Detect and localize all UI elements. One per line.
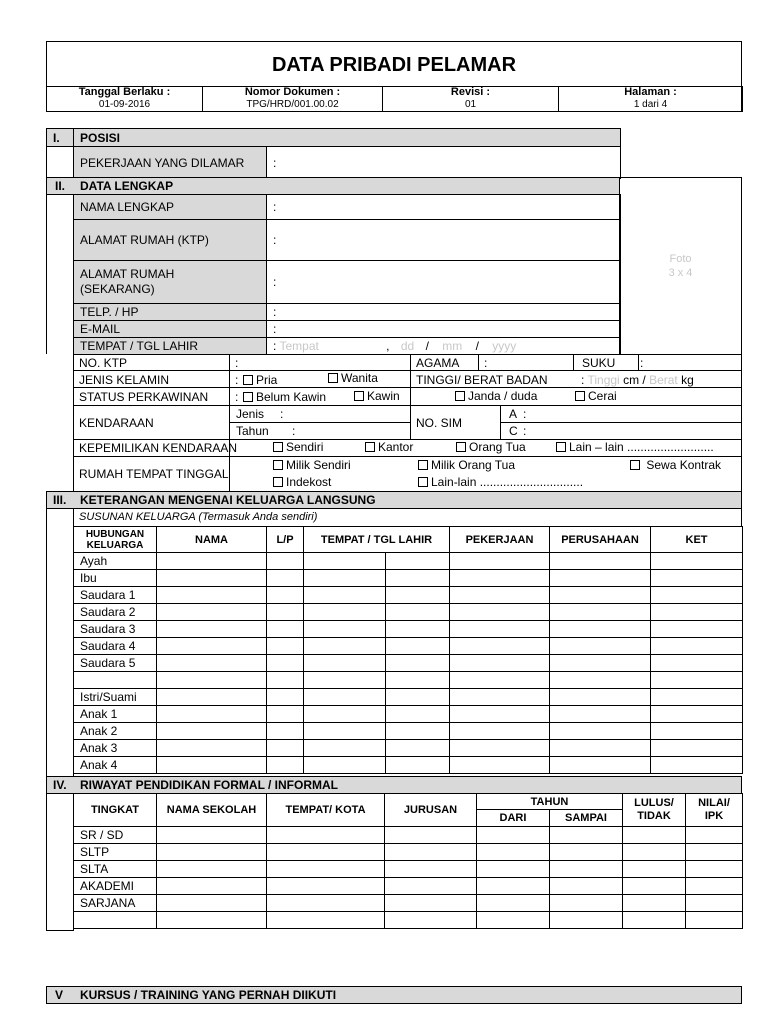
- field-value-tinggi-berat[interactable]: : Tinggi cm / Berat kg: [581, 373, 694, 387]
- checkbox-milik-sendiri[interactable]: Milik Sendiri: [273, 458, 351, 472]
- field-label-telp: TELP. / HP: [74, 304, 267, 321]
- education-cell[interactable]: [267, 912, 385, 929]
- meta-value-revisi: 01: [383, 99, 559, 112]
- family-row-label: Saudara 2: [74, 604, 157, 621]
- family-cell[interactable]: [304, 740, 386, 757]
- checkbox-lain-lain[interactable]: Lain – lain ..........................: [556, 440, 714, 454]
- education-cell[interactable]: [385, 912, 477, 929]
- family-cell[interactable]: [157, 757, 267, 774]
- family-cell[interactable]: [267, 706, 304, 723]
- family-cell[interactable]: [304, 570, 386, 587]
- family-cell[interactable]: [450, 638, 550, 655]
- document-meta-table: [46, 86, 743, 112]
- family-cell[interactable]: [386, 553, 450, 570]
- family-cell[interactable]: [450, 689, 550, 706]
- family-row-label: Anak 3: [74, 740, 157, 757]
- family-cell[interactable]: [157, 655, 267, 672]
- family-row-label: [74, 672, 157, 689]
- education-cell[interactable]: [157, 844, 267, 861]
- education-row-label: SARJANA: [74, 895, 157, 912]
- education-cell[interactable]: [623, 844, 686, 861]
- education-cell[interactable]: [550, 895, 623, 912]
- family-cell[interactable]: [450, 740, 550, 757]
- family-cell[interactable]: [450, 706, 550, 723]
- family-cell[interactable]: [550, 553, 651, 570]
- field-label-kendaraan: KENDARAAN: [79, 416, 154, 430]
- family-cell[interactable]: [550, 621, 651, 638]
- education-row-label: SR / SD: [74, 827, 157, 844]
- family-cell[interactable]: [157, 621, 267, 638]
- family-row-label: Saudara 3: [74, 621, 157, 638]
- family-cell[interactable]: [386, 723, 450, 740]
- family-cell[interactable]: [304, 638, 386, 655]
- family-cell[interactable]: [450, 604, 550, 621]
- education-cell[interactable]: [267, 878, 385, 895]
- family-cell[interactable]: [651, 689, 743, 706]
- checkbox-wanita[interactable]: Wanita: [328, 371, 378, 385]
- section-number: V: [55, 988, 64, 1002]
- family-cell[interactable]: [386, 740, 450, 757]
- family-cell[interactable]: [386, 638, 450, 655]
- edu-header-kota: TEMPAT/ KOTA: [267, 794, 385, 827]
- education-cell[interactable]: [623, 895, 686, 912]
- family-cell[interactable]: [651, 587, 743, 604]
- section-number: I.: [47, 129, 74, 147]
- family-row: [74, 723, 743, 740]
- field-label-kepemilikan: KEPEMILIKAN KENDARAAN: [79, 441, 238, 455]
- section-header-kursus: [46, 986, 742, 1004]
- family-cell[interactable]: [267, 740, 304, 757]
- family-row: [74, 706, 743, 723]
- family-row-label: Anak 1: [74, 706, 157, 723]
- field-value-ttl[interactable]: : Tempat , dd / mm / yyyy: [267, 338, 621, 355]
- family-row: [74, 740, 743, 757]
- section-header-pendidikan: [46, 776, 742, 794]
- family-cell[interactable]: [157, 740, 267, 757]
- field-label-status: STATUS PERKAWINAN: [79, 390, 209, 404]
- field-label-tahun: Tahun: [236, 424, 269, 438]
- family-cell[interactable]: [267, 757, 304, 774]
- section-title: RIWAYAT PENDIDIKAN FORMAL / INFORMAL: [80, 778, 339, 792]
- field-value-sim-a[interactable]: :: [523, 407, 527, 421]
- education-cell[interactable]: [550, 878, 623, 895]
- family-cell[interactable]: [651, 604, 743, 621]
- family-cell[interactable]: [157, 638, 267, 655]
- education-cell[interactable]: [623, 827, 686, 844]
- checkbox-lain2[interactable]: Lain-lain ...............................: [418, 475, 583, 489]
- family-row-label: Anak 2: [74, 723, 157, 740]
- section-title: KETERANGAN MENGENAI KELUARGA LANGSUNG: [80, 493, 376, 507]
- education-cell[interactable]: [385, 827, 477, 844]
- checkbox-milik-ortu[interactable]: Milik Orang Tua: [418, 458, 515, 472]
- field-label-email: E-MAIL: [74, 321, 267, 338]
- education-cell[interactable]: [385, 878, 477, 895]
- family-row: [74, 757, 743, 774]
- edu-header-nilai: NILAI/ IPK: [686, 794, 743, 827]
- education-cell[interactable]: [385, 895, 477, 912]
- family-cell[interactable]: [386, 706, 450, 723]
- family-cell[interactable]: [651, 553, 743, 570]
- family-row-label: Saudara 5: [74, 655, 157, 672]
- family-cell[interactable]: [450, 587, 550, 604]
- family-cell[interactable]: [386, 655, 450, 672]
- family-row-label: Ayah: [74, 553, 157, 570]
- section-title: KURSUS / TRAINING YANG PERNAH DIIKUTI: [80, 988, 337, 1002]
- field-label-sim-c: C: [509, 424, 518, 438]
- education-cell[interactable]: [686, 861, 743, 878]
- edu-header-tahun: TAHUN: [477, 794, 623, 810]
- family-cell[interactable]: [550, 706, 651, 723]
- family-cell[interactable]: [267, 672, 304, 689]
- family-cell[interactable]: [304, 723, 386, 740]
- education-cell[interactable]: [686, 912, 743, 929]
- family-cell[interactable]: [550, 740, 651, 757]
- education-row: [74, 895, 743, 912]
- education-cell[interactable]: [157, 878, 267, 895]
- section-2-margin: [46, 194, 74, 354]
- family-row: [74, 672, 743, 689]
- family-cell[interactable]: [157, 553, 267, 570]
- family-cell[interactable]: [386, 604, 450, 621]
- family-cell[interactable]: [267, 570, 304, 587]
- edu-header-sekolah: NAMA SEKOLAH: [157, 794, 267, 827]
- family-cell[interactable]: [651, 638, 743, 655]
- meta-value-tanggal: 01-09-2016: [47, 99, 203, 112]
- field-label-no-sim: NO. SIM: [416, 416, 463, 430]
- education-cell[interactable]: [385, 861, 477, 878]
- personal-data-table: [73, 194, 621, 355]
- section-number: III.: [53, 493, 67, 507]
- family-cell[interactable]: [550, 672, 651, 689]
- section-number: II.: [55, 179, 66, 193]
- family-cell[interactable]: [267, 655, 304, 672]
- checkbox-orang-tua[interactable]: Orang Tua: [456, 440, 526, 454]
- family-cell[interactable]: [550, 757, 651, 774]
- family-row-label: Anak 4: [74, 757, 157, 774]
- section-number: IV.: [53, 778, 67, 792]
- family-cell[interactable]: [304, 689, 386, 706]
- education-cell[interactable]: [477, 844, 550, 861]
- family-cell[interactable]: [304, 553, 386, 570]
- field-label-nama: NAMA LENGKAP: [74, 195, 267, 220]
- family-cell[interactable]: [550, 587, 651, 604]
- family-row: [74, 621, 743, 638]
- education-cell[interactable]: [477, 895, 550, 912]
- education-table: [73, 793, 743, 929]
- section-3-margin: [46, 508, 74, 776]
- field-colon-status: :: [235, 390, 239, 404]
- checkbox-kawin[interactable]: Kawin: [354, 389, 400, 403]
- family-cell[interactable]: [157, 604, 267, 621]
- education-cell[interactable]: [157, 895, 267, 912]
- family-header-lp: L/P: [267, 527, 304, 553]
- family-cell[interactable]: [450, 723, 550, 740]
- family-cell[interactable]: [304, 672, 386, 689]
- education-cell[interactable]: [477, 878, 550, 895]
- margin-cell: [47, 147, 74, 179]
- meta-label-tanggal: Tanggal Berlaku :: [47, 87, 203, 99]
- field-value-email[interactable]: :: [267, 321, 621, 338]
- education-row: [74, 878, 743, 895]
- checkbox-pria[interactable]: Pria: [243, 373, 277, 387]
- family-cell[interactable]: [550, 570, 651, 587]
- field-label-tinggi-berat: TINGGI/ BERAT BADAN: [416, 373, 548, 387]
- checkbox-janda-duda[interactable]: Janda / duda: [455, 389, 537, 403]
- edu-header-jurusan: JURUSAN: [385, 794, 477, 827]
- field-value-sim-c[interactable]: :: [523, 424, 527, 438]
- family-row: [74, 553, 743, 570]
- family-cell[interactable]: [550, 638, 651, 655]
- education-row: [74, 844, 743, 861]
- field-label-rumah: RUMAH TEMPAT TINGGAL: [79, 467, 229, 481]
- photo-placeholder: Foto 3 x 4: [668, 253, 693, 279]
- family-cell[interactable]: [157, 570, 267, 587]
- family-row: [74, 655, 743, 672]
- education-cell[interactable]: [550, 827, 623, 844]
- family-cell[interactable]: [267, 604, 304, 621]
- education-row-label: [74, 912, 157, 929]
- family-cell[interactable]: [267, 723, 304, 740]
- meta-value-halaman: 1 dari 4: [559, 99, 743, 112]
- education-cell[interactable]: [623, 878, 686, 895]
- family-cell[interactable]: [157, 689, 267, 706]
- family-cell[interactable]: [651, 570, 743, 587]
- meta-label-revisi: Revisi :: [383, 87, 559, 99]
- family-cell[interactable]: [304, 604, 386, 621]
- field-value-telp[interactable]: :: [267, 304, 621, 321]
- field-value-pekerjaan[interactable]: :: [267, 147, 621, 179]
- field-value-no-ktp[interactable]: :: [235, 356, 239, 370]
- education-cell[interactable]: [686, 895, 743, 912]
- family-cell[interactable]: [450, 570, 550, 587]
- field-value-tahun[interactable]: :: [292, 424, 296, 438]
- meta-label-halaman: Halaman :: [559, 87, 743, 99]
- family-cell[interactable]: [267, 587, 304, 604]
- checkbox-belum-kawin[interactable]: Belum Kawin: [243, 390, 326, 404]
- education-row: [74, 861, 743, 878]
- education-cell[interactable]: [477, 912, 550, 929]
- family-header-ket: KET: [651, 527, 743, 553]
- family-row-label: Saudara 1: [74, 587, 157, 604]
- family-row-label: Saudara 4: [74, 638, 157, 655]
- education-cell[interactable]: [267, 895, 385, 912]
- field-label-jenis: Jenis: [236, 407, 265, 421]
- education-cell[interactable]: [477, 861, 550, 878]
- family-row-label: Istri/Suami: [74, 689, 157, 706]
- education-row-label: SLTA: [74, 861, 157, 878]
- education-cell[interactable]: [686, 878, 743, 895]
- family-cell[interactable]: [157, 706, 267, 723]
- family-cell[interactable]: [304, 757, 386, 774]
- checkbox-indekost[interactable]: Indekost: [273, 475, 331, 489]
- section-title: DATA LENGKAP: [80, 179, 174, 193]
- education-row-label: SLTP: [74, 844, 157, 861]
- meta-value-nomor: TPG/HRD/001.00.02: [203, 99, 383, 112]
- family-header-ttl: TEMPAT / TGL LAHIR: [304, 527, 450, 553]
- education-row: [74, 827, 743, 844]
- family-table: [73, 526, 743, 774]
- field-label-ttl: TEMPAT / TGL LAHIR: [74, 338, 267, 355]
- education-cell[interactable]: [267, 844, 385, 861]
- education-cell[interactable]: [157, 827, 267, 844]
- education-row-label: AKADEMI: [74, 878, 157, 895]
- education-cell[interactable]: [686, 827, 743, 844]
- field-label-agama: AGAMA: [416, 356, 460, 370]
- family-subtitle-row: [73, 508, 742, 526]
- field-value-alamat-sekarang[interactable]: :: [267, 261, 621, 304]
- section-header-keluarga: [46, 491, 742, 509]
- family-cell[interactable]: [157, 672, 267, 689]
- education-cell[interactable]: [477, 827, 550, 844]
- family-cell[interactable]: [651, 621, 743, 638]
- field-colon-jk: :: [235, 373, 239, 387]
- education-cell[interactable]: [267, 827, 385, 844]
- family-row: [74, 587, 743, 604]
- family-cell[interactable]: [651, 723, 743, 740]
- family-cell[interactable]: [267, 689, 304, 706]
- family-cell[interactable]: [304, 655, 386, 672]
- education-cell[interactable]: [550, 861, 623, 878]
- field-label-sim-a: A: [509, 407, 518, 421]
- family-cell[interactable]: [651, 740, 743, 757]
- field-label-jenis-kelamin: JENIS KELAMIN: [79, 373, 170, 387]
- family-subtitle: SUSUNAN KELUARGA (Termasuk Anda sendiri): [79, 511, 318, 523]
- family-row: [74, 570, 743, 587]
- form-title: DATA PRIBADI PELAMAR: [271, 54, 517, 76]
- field-value-nama[interactable]: :: [267, 195, 621, 220]
- family-cell[interactable]: [304, 621, 386, 638]
- family-header-nama: NAMA: [157, 527, 267, 553]
- field-value-jenis[interactable]: :: [280, 407, 284, 421]
- section-header-data-lengkap: [46, 177, 620, 195]
- education-cell[interactable]: [385, 844, 477, 861]
- section-4-margin: [46, 793, 74, 931]
- family-cell[interactable]: [450, 553, 550, 570]
- checkbox-sendiri[interactable]: Sendiri: [273, 440, 323, 454]
- family-cell[interactable]: [386, 570, 450, 587]
- field-label-pekerjaan: PEKERJAAN YANG DILAMAR: [74, 147, 267, 179]
- family-row: [74, 638, 743, 655]
- edu-header-dari: DARI: [477, 810, 550, 827]
- family-cell[interactable]: [550, 689, 651, 706]
- education-cell[interactable]: [686, 844, 743, 861]
- family-cell[interactable]: [267, 553, 304, 570]
- section-title: POSISI: [74, 129, 621, 147]
- family-row: [74, 604, 743, 621]
- family-cell[interactable]: [304, 587, 386, 604]
- family-cell[interactable]: [651, 757, 743, 774]
- family-row-label: Ibu: [74, 570, 157, 587]
- family-cell[interactable]: [304, 706, 386, 723]
- edu-header-lulus: LULUS/ TIDAK: [623, 794, 686, 827]
- family-cell[interactable]: [386, 587, 450, 604]
- field-label-alamat-sekarang: ALAMAT RUMAH (SEKARANG): [74, 261, 267, 304]
- education-cell[interactable]: [157, 912, 267, 929]
- family-header-perusahaan: PERUSAHAAN: [550, 527, 651, 553]
- family-cell[interactable]: [450, 757, 550, 774]
- field-label-alamat-ktp: ALAMAT RUMAH (KTP): [74, 220, 267, 261]
- meta-label-nomor: Nomor Dokumen :: [203, 87, 383, 99]
- family-cell[interactable]: [386, 621, 450, 638]
- family-cell[interactable]: [386, 689, 450, 706]
- family-cell[interactable]: [386, 757, 450, 774]
- education-row: [74, 912, 743, 929]
- family-header-pekerjaan: PEKERJAAN: [450, 527, 550, 553]
- field-value-suku[interactable]: :: [640, 356, 644, 370]
- education-cell[interactable]: [550, 912, 623, 929]
- family-cell[interactable]: [651, 672, 743, 689]
- family-cell[interactable]: [651, 655, 743, 672]
- family-cell[interactable]: [651, 706, 743, 723]
- family-cell[interactable]: [386, 672, 450, 689]
- family-cell[interactable]: [267, 638, 304, 655]
- family-cell[interactable]: [450, 621, 550, 638]
- family-cell[interactable]: [550, 723, 651, 740]
- field-label-no-ktp: NO. KTP: [79, 356, 128, 370]
- education-cell[interactable]: [623, 861, 686, 878]
- education-cell[interactable]: [157, 861, 267, 878]
- edu-header-tingkat: TINGKAT: [74, 794, 157, 827]
- field-value-alamat-ktp[interactable]: :: [267, 220, 621, 261]
- family-row: [74, 689, 743, 706]
- education-cell[interactable]: [267, 861, 385, 878]
- family-cell[interactable]: [157, 587, 267, 604]
- section-posisi: [46, 128, 621, 179]
- family-cell[interactable]: [550, 604, 651, 621]
- family-cell[interactable]: [450, 672, 550, 689]
- field-value-agama[interactable]: :: [484, 356, 488, 370]
- family-cell[interactable]: [550, 655, 651, 672]
- checkbox-sewa-kontrak[interactable]: Sewa Kontrak: [630, 458, 721, 472]
- checkbox-cerai[interactable]: Cerai: [575, 389, 617, 403]
- photo-box[interactable]: [619, 177, 742, 355]
- family-cell[interactable]: [267, 621, 304, 638]
- field-label-suku: SUKU: [582, 356, 616, 370]
- edu-header-sampai: SAMPAI: [550, 810, 623, 827]
- family-cell[interactable]: [450, 655, 550, 672]
- family-header-hubungan: HUBUNGAN KELUARGA: [74, 527, 157, 553]
- education-cell[interactable]: [550, 844, 623, 861]
- family-cell[interactable]: [157, 723, 267, 740]
- education-cell[interactable]: [623, 912, 686, 929]
- checkbox-kantor[interactable]: Kantor: [365, 440, 413, 454]
